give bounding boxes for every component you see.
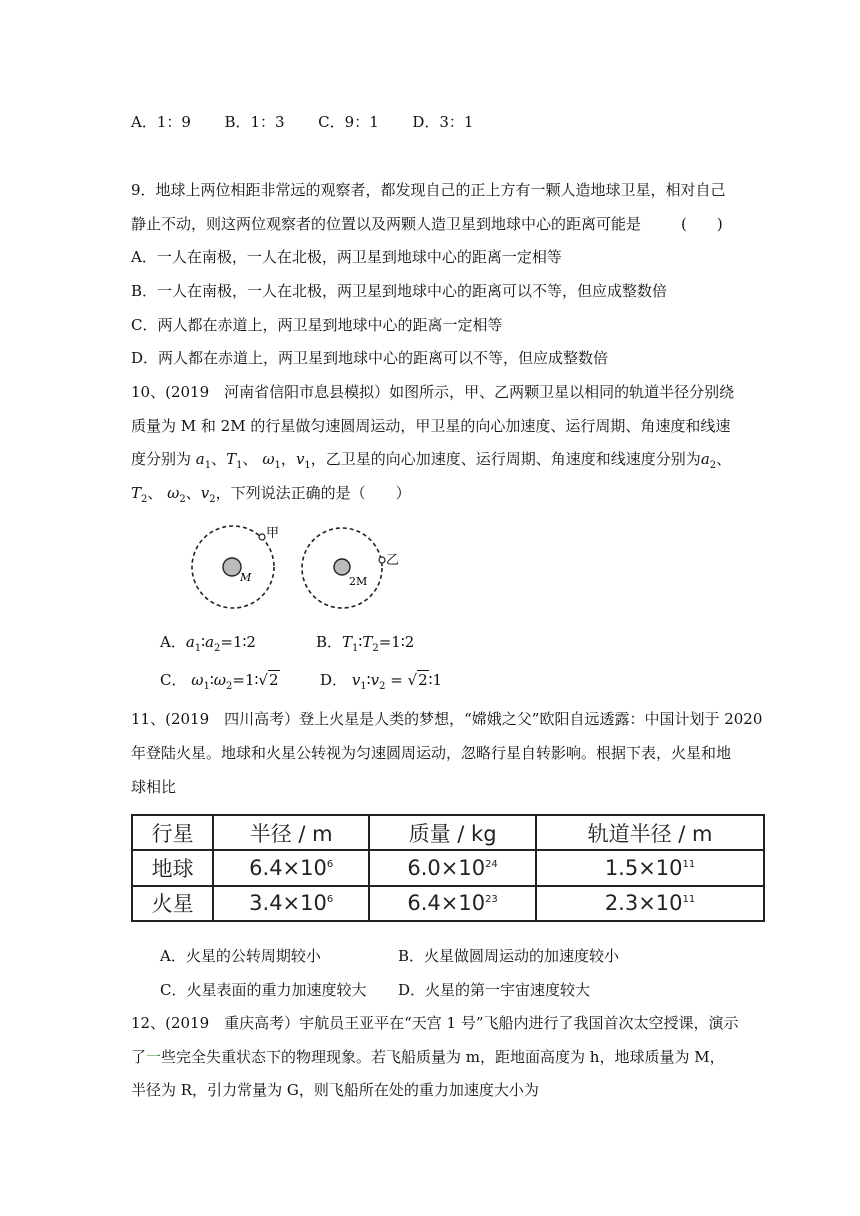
table-header: 轨道半径 / m: [536, 815, 764, 850]
q11-stem-line2: 年登陆火星。地球和火星公转视为匀速圆周运动，忽略行星自转影响。根据下表，火星和地: [131, 744, 732, 762]
right-planet-label: 2M: [349, 575, 368, 588]
table-cell: $3.4\times 10^6$: [213, 886, 369, 921]
table-cell: $6.4\times 10^{23}$: [369, 886, 536, 921]
table-header: 行星: [132, 815, 213, 850]
table-cell: $6.4\times 10^6$: [213, 850, 369, 885]
table-cell: $1.5\times 10^{11}$: [536, 850, 764, 885]
q8-option-d: D．3：1: [412, 113, 474, 131]
table-cell: 地球: [132, 850, 213, 885]
q9-option-a: A．一人在南极，一人在北极，两卫星到地球中心的距离一定相等: [131, 248, 562, 266]
left-planet-label: M: [240, 571, 252, 584]
q9-stem-line1: 9．地球上两位相距非常远的观察者，都发现自己的正上方有一颗人造地球卫星，相对自己: [131, 181, 726, 199]
left-satellite: [259, 534, 265, 540]
table-header: 质量 / kg: [369, 815, 536, 850]
q9-option-b: B．一人在南极，一人在北极，两卫星到地球中心的距离可以不等，但应成整数倍: [131, 282, 668, 300]
left-satellite-label: 甲: [266, 526, 280, 541]
q9-option-c: C．两人都在赤道上，两卫星到地球中心的距离一定相等: [131, 316, 503, 334]
table-cell: $2.3\times 10^{11}$: [536, 886, 764, 921]
q10-stem-line2: 质量为 M 和 2M 的行星做匀速圆周运动，甲卫星的向心加速度、运行周期、角速度和线速: [131, 417, 731, 435]
table-row: [132, 886, 764, 921]
planet-data-table: [131, 814, 765, 922]
orbit-figure: [180, 515, 410, 625]
q11-stem-line1: 11、(2019 四川高考）登上火星是人类的梦想，“嫦娥之父”欧阳自远透露：中国计划于 2020: [131, 710, 763, 728]
sqrt-arg-d: 2: [418, 671, 428, 689]
q11-option-d: D．火星的第一宇宙速度较大: [398, 981, 591, 999]
table-cell: $6.0\times 10^{24}$: [369, 850, 536, 885]
q10-stem-line3: 度分别为 $a_1$、$T_1$、 $\omega_1$，$v_1$，乙卫星的向心加速度、运行周期、角速度和线速度分别为$a_2$、: [131, 450, 732, 471]
q10-option-c: C． $\omega_1∶\omega_2=1∶√2$: [160, 671, 279, 692]
q11-option-a: A．火星的公转周期较小: [160, 947, 321, 965]
q9-answer-bracket: ( ): [681, 215, 723, 233]
q10-stem-line1: 10、(2019 河南省信阳市息县模拟）如图所示，甲、乙两颗卫星以相同的轨道半径分别绕: [131, 383, 735, 401]
sqrt-arg-c: 2: [268, 671, 279, 689]
table-header: 半径 / m: [213, 815, 369, 850]
left-planet: [223, 558, 241, 576]
q8-options-row: [131, 112, 473, 132]
q9-option-d: D．两人都在赤道上，两卫星到地球中心的距离可以不等，但应成整数倍: [131, 349, 609, 367]
table-header-row: [132, 815, 764, 850]
left-orbit-diagram: [192, 526, 279, 608]
table-row: [132, 850, 764, 885]
q10-option-a: A．$a_1∶a_2=1∶2$: [160, 633, 256, 654]
q8-option-c: C．9：1: [318, 113, 379, 131]
q12-stem-line1: 12、(2019 重庆高考）宇航员王亚平在“天宫 1 号”飞船内进行了我国首次太空授课，演示: [131, 1014, 739, 1032]
q11-option-b: B．火星做圆周运动的加速度较小: [398, 947, 620, 965]
q12-marked-char: 一: [146, 1048, 162, 1066]
q8-option-a: A．1：9: [131, 113, 191, 131]
right-satellite-label: 乙: [386, 553, 400, 568]
q10-stem-line4: $T_2$、 $\omega_2$、$v_2$，下列说法正确的是（ ）: [131, 484, 411, 505]
q10-option-b: B．$T_1∶T_2=1∶2$: [316, 633, 415, 654]
q9-stem-line2: 静止不动，则这两位观察者的位置以及两颗人造卫星到地球中心的距离可能是 ( ): [131, 215, 723, 233]
q12-stem-line2: 了一些完全失重状态下的物理现象。若飞船质量为 m，距地面高度为 h，地球质量为 M，: [131, 1048, 725, 1066]
q10-option-d: D． $v_1∶v_2$ = √2∶1: [320, 671, 443, 692]
q12-stem-line3: 半径为 R，引力常量为 G，则飞船所在处的重力加速度大小为: [131, 1081, 539, 1099]
table-cell: 火星: [132, 886, 213, 921]
right-planet: [334, 559, 350, 575]
right-orbit-diagram: [302, 528, 399, 608]
q11-stem-line3: 球相比: [131, 778, 177, 796]
q11-option-c: C．火星表面的重力加速度较大: [160, 981, 367, 999]
q8-option-b: B．1：3: [224, 113, 285, 131]
right-satellite: [379, 557, 385, 563]
